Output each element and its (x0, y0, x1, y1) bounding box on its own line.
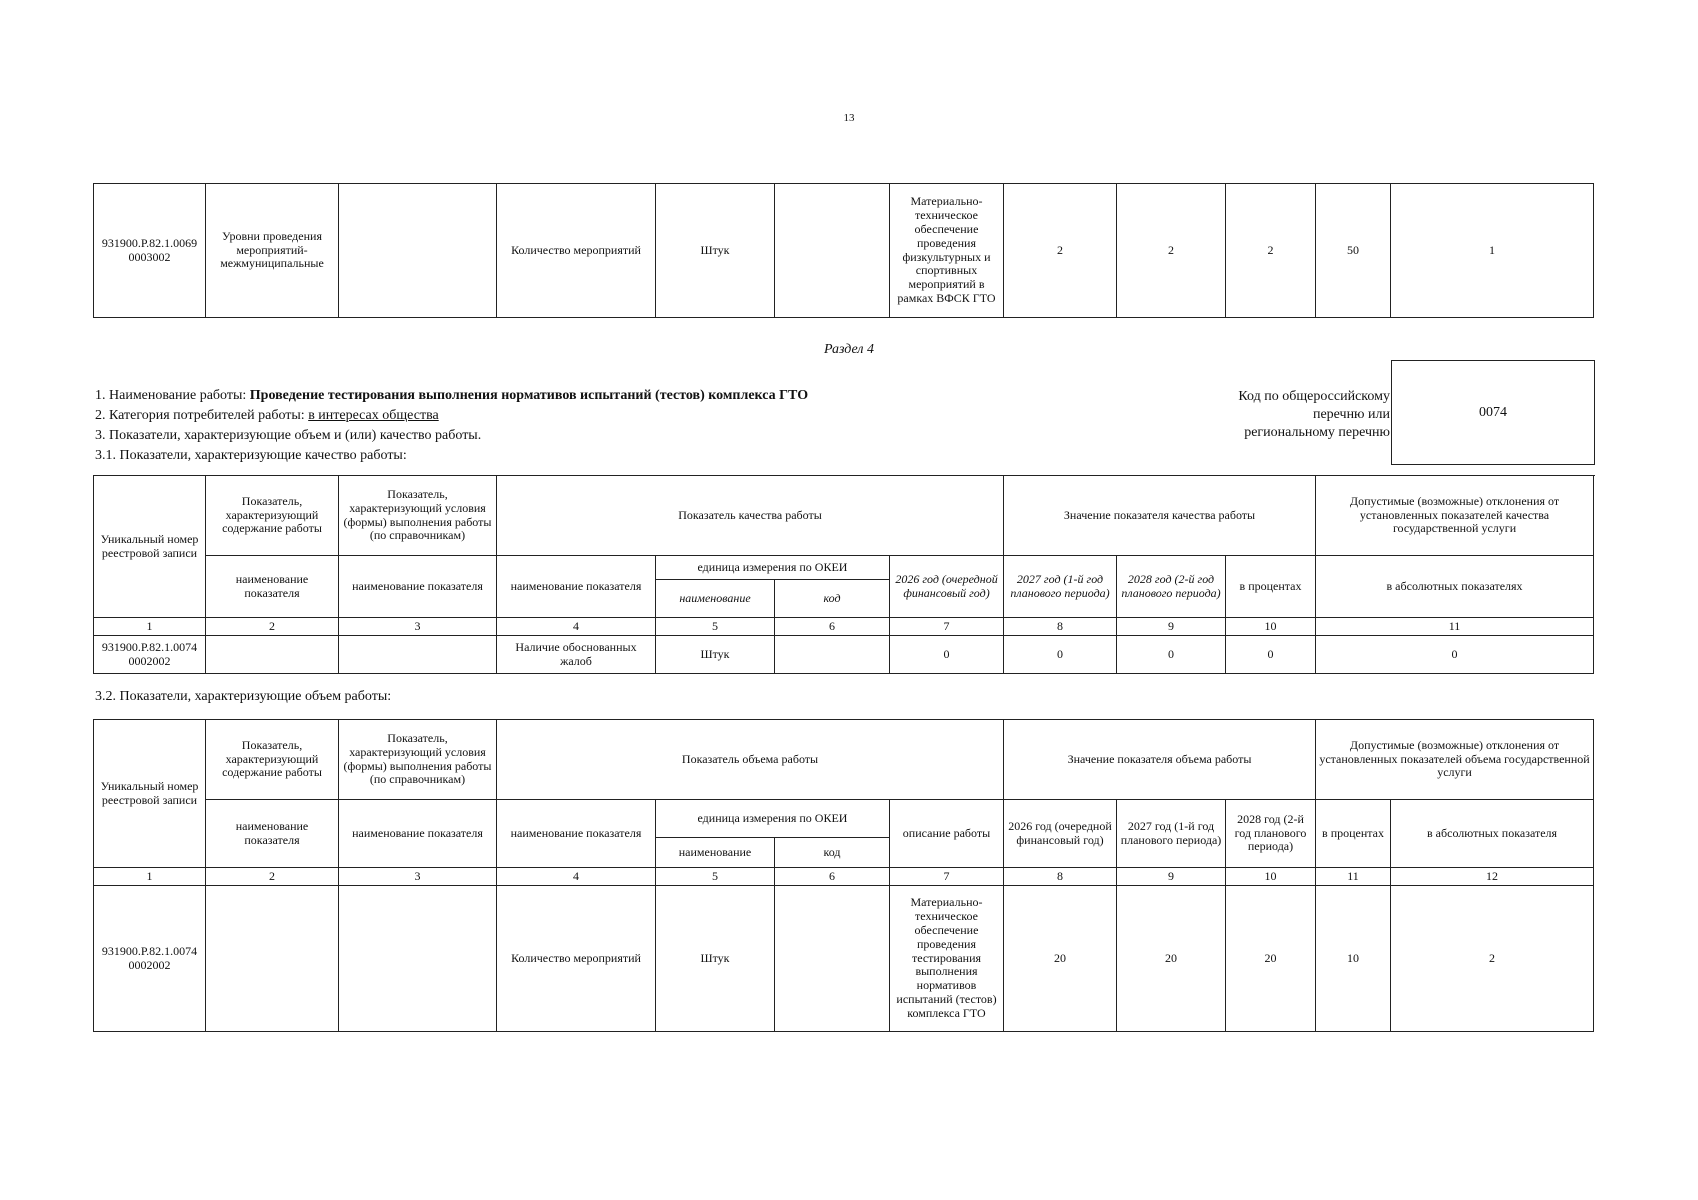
cell-indicator-name: Количество мероприятий (497, 886, 656, 1032)
cell-deviation-percent: 50 (1316, 184, 1391, 318)
table-row (94, 886, 1594, 1032)
cell-unit-code (775, 184, 890, 318)
column-number: 8 (1004, 868, 1117, 886)
column-number: 9 (1117, 618, 1226, 636)
cell-unique-number: 931900.Р.82.1.0074 0002002 (94, 636, 206, 674)
subheader-okei-code: код (775, 580, 890, 618)
cell-unit-code (775, 886, 890, 1032)
code-box (1391, 360, 1595, 465)
column-number: 3 (339, 618, 497, 636)
cell-value-2028: 0 (1117, 636, 1226, 674)
volume-table (93, 719, 1594, 1032)
work-name-value: Проведение тестирования выполнения нормативов испытаний (тестов) комплекса ГТО (249, 388, 809, 403)
cell-condition-indicator (339, 636, 497, 674)
page-number: 13 (843, 112, 855, 124)
cell-condition-indicator (339, 886, 497, 1032)
subheader-work-description: описание работы (890, 800, 1004, 868)
quality-table (93, 475, 1594, 674)
column-number: 7 (890, 868, 1004, 886)
cell-value-2027: 2 (1117, 184, 1226, 318)
cell-work-description: Материально-техническое обеспечение проведения физкультурных и спортивных мероприятий в рамках ВФСК ГТО (890, 184, 1004, 318)
column-number: 3 (339, 868, 497, 886)
cell-deviation-absolute: 2 (1391, 886, 1594, 1032)
indicators-heading: 3. Показатели, характеризующие объем и (или) качество работы. (95, 428, 482, 443)
table-header-row (94, 556, 1594, 580)
column-number-row (94, 618, 1594, 636)
subheader-percent: в процентах (1226, 556, 1316, 618)
cell-value-2028: 20 (1226, 886, 1316, 1032)
table-header-row (94, 800, 1594, 838)
column-number: 10 (1226, 868, 1316, 886)
code-label-line2: перечню или (1312, 407, 1390, 422)
column-number: 1 (94, 868, 206, 886)
column-number: 12 (1391, 868, 1594, 886)
header-unique-number: Уникальный номер реестровой записи (94, 476, 206, 618)
column-number: 11 (1316, 868, 1391, 886)
subheader-conditions-name: наименование показателя (339, 800, 497, 868)
subheader-percent: в процентах (1316, 800, 1391, 868)
work-name-label: 1. Наименование работы: (95, 388, 250, 403)
volume-indicators-heading: 3.2. Показатели, характеризующие объем работы: (95, 689, 392, 704)
header-allowed-deviation: Допустимые (возможные) отклонения от установленных показателей объема государственной услуги (1316, 720, 1594, 800)
column-number: 7 (890, 618, 1004, 636)
header-volume-indicator: Показатель объема работы (497, 720, 1004, 800)
cell-condition-indicator (339, 184, 497, 318)
header-conditions-indicator: Показатель, характеризующий условия (формы) выполнения работы (по справочникам) (339, 720, 497, 800)
cell-content-indicator (206, 886, 339, 1032)
subheader-indicator-name: наименование показателя (497, 556, 656, 618)
column-number: 2 (206, 618, 339, 636)
table-header-row (94, 476, 1594, 556)
subheader-year-2028: 2028 год (2-й год планового периода) (1117, 556, 1226, 618)
table-row (94, 636, 1594, 674)
column-number: 10 (1226, 618, 1316, 636)
cell-unit-name: Штук (656, 184, 775, 318)
column-number: 5 (656, 868, 775, 886)
consumer-category-line (95, 407, 439, 425)
subheader-okei-name: наименование (656, 580, 775, 618)
code-label-line1: Код по общероссийскому (1238, 389, 1390, 404)
code-value: 0074 (1479, 404, 1507, 420)
column-number: 11 (1316, 618, 1594, 636)
work-name-line (95, 387, 808, 405)
cell-value-2028: 2 (1226, 184, 1316, 318)
header-content-indicator: Показатель, характеризующий содержание работы (206, 720, 339, 800)
cell-value-2026: 2 (1004, 184, 1117, 318)
column-number: 4 (497, 868, 656, 886)
cell-unit-code (775, 636, 890, 674)
cell-value-2026: 0 (890, 636, 1004, 674)
cell-content-indicator: Уровни проведения мероприятий-межмуниципальные (206, 184, 339, 318)
subheader-content-name: наименование показателя (206, 556, 339, 618)
cell-unique-number: 931900.Р.82.1.0069 0003002 (94, 184, 206, 318)
header-conditions-indicator: Показатель, характеризующий условия (формы) выполнения работы (по справочникам) (339, 476, 497, 556)
code-label-line3: региональному перечню (1244, 425, 1390, 440)
column-number: 6 (775, 618, 890, 636)
column-number: 8 (1004, 618, 1117, 636)
cell-deviation-absolute: 1 (1391, 184, 1594, 318)
header-allowed-deviation: Допустимые (возможные) отклонения от установленных показателей качества государственной услуги (1316, 476, 1594, 556)
cell-deviation-percent: 10 (1316, 886, 1391, 1032)
cell-value-2027: 20 (1117, 886, 1226, 1032)
table-row (94, 184, 1594, 318)
subheader-year-2027: 2027 год (1-й год планового периода) (1117, 800, 1226, 868)
cell-unique-number: 931900.Р.82.1.0074 0002002 (94, 886, 206, 1032)
subheader-absolute: в абсолютных показателя (1391, 800, 1594, 868)
header-unique-number: Уникальный номер реестровой записи (94, 720, 206, 868)
column-number: 6 (775, 868, 890, 886)
column-number: 2 (206, 868, 339, 886)
column-number: 1 (94, 618, 206, 636)
header-content-indicator: Показатель, характеризующий содержание работы (206, 476, 339, 556)
cell-indicator-name: Наличие обоснованных жалоб (497, 636, 656, 674)
header-volume-value: Значение показателя объема работы (1004, 720, 1316, 800)
cell-content-indicator (206, 636, 339, 674)
cell-unit-name: Штук (656, 886, 775, 1032)
column-number: 4 (497, 618, 656, 636)
subheader-okei-code: код (775, 838, 890, 868)
subheader-year-2027: 2027 год (1-й год планового периода) (1004, 556, 1117, 618)
cell-indicator-name: Количество мероприятий (497, 184, 656, 318)
consumer-category-label: 2. Категория потребителей работы: (95, 408, 309, 423)
cell-work-description: Материально-техническое обеспечение проведения тестирования выполнения нормативов испытаний (тестов) комплекса ГТО (890, 886, 1004, 1032)
subheader-okei-unit: единица измерения по ОКЕИ (656, 800, 890, 838)
subheader-absolute: в абсолютных показателях (1316, 556, 1594, 618)
column-number: 9 (1117, 868, 1226, 886)
quality-indicators-heading: 3.1. Показатели, характеризующие качество работы: (95, 448, 407, 463)
subheader-year-2026: 2026 год (очередной финансовый год) (890, 556, 1004, 618)
header-quality-value: Значение показателя качества работы (1004, 476, 1316, 556)
subheader-indicator-name: наименование показателя (497, 800, 656, 868)
subheader-year-2026: 2026 год (очередной финансовый год) (1004, 800, 1117, 868)
consumer-category-value: в интересах общества (308, 408, 439, 423)
top-continuation-table (93, 183, 1594, 318)
code-label (1180, 388, 1390, 442)
cell-deviation-percent: 0 (1226, 636, 1316, 674)
cell-value-2027: 0 (1004, 636, 1117, 674)
header-quality-indicator: Показатель качества работы (497, 476, 1004, 556)
cell-deviation-absolute: 0 (1316, 636, 1594, 674)
subheader-content-name: наименование показателя (206, 800, 339, 868)
column-number-row (94, 868, 1594, 886)
cell-unit-name: Штук (656, 636, 775, 674)
subheader-conditions-name: наименование показателя (339, 556, 497, 618)
column-number: 5 (656, 618, 775, 636)
subheader-okei-name: наименование (656, 838, 775, 868)
subheader-okei-unit: единица измерения по ОКЕИ (656, 556, 890, 580)
table-header-row (94, 720, 1594, 800)
section-title: Раздел 4 (823, 342, 875, 357)
subheader-year-2028: 2028 год (2-й год планового периода) (1226, 800, 1316, 868)
cell-value-2026: 20 (1004, 886, 1117, 1032)
